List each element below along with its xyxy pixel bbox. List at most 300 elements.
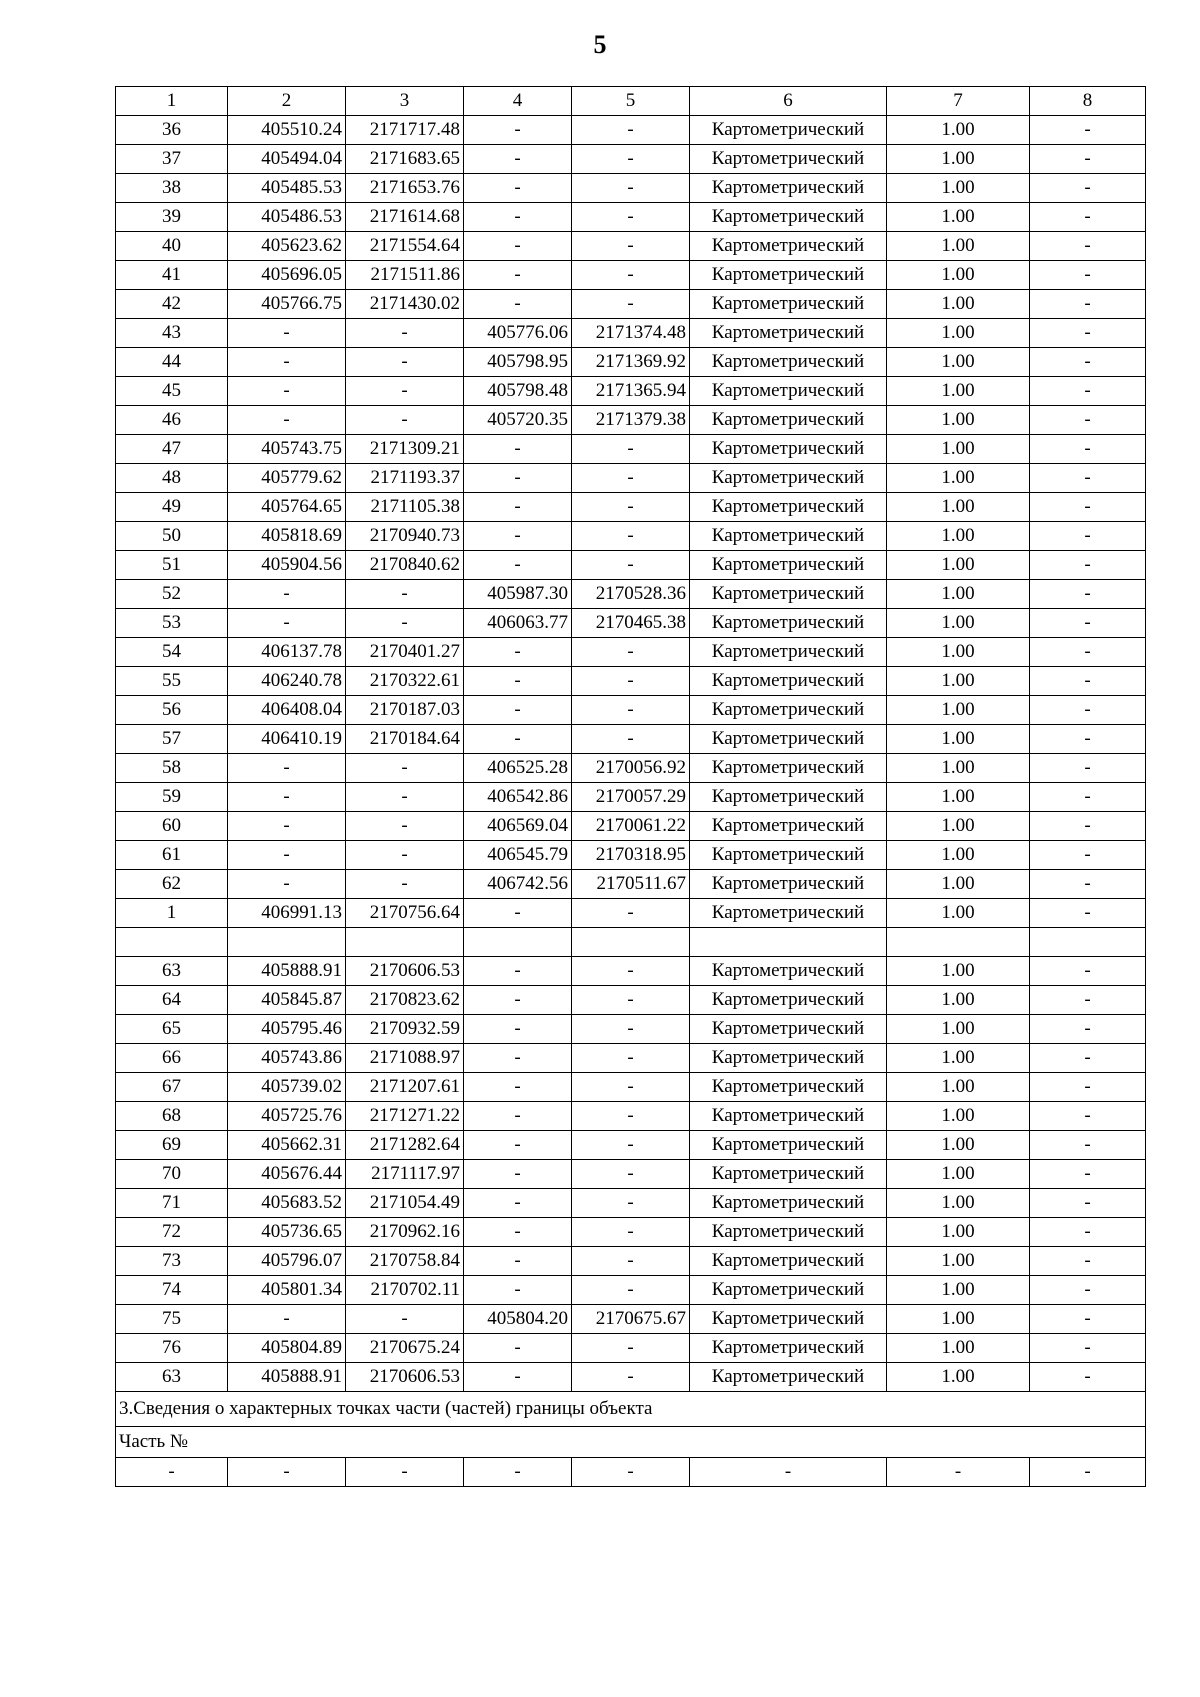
table-cell: 2170675.67 [572, 1305, 690, 1334]
table-cell: Картометрический [690, 464, 887, 493]
table-cell: 1.00 [887, 783, 1030, 812]
column-header: 4 [464, 87, 572, 116]
table-cell: 57 [116, 725, 228, 754]
table-row [116, 1131, 1146, 1160]
table-cell: 406569.04 [464, 812, 572, 841]
table-cell: 405798.48 [464, 377, 572, 406]
table-row [116, 812, 1146, 841]
table-cell: - [572, 638, 690, 667]
table-cell: - [1030, 725, 1146, 754]
table-cell: - [572, 1131, 690, 1160]
table-cell: - [346, 348, 464, 377]
table-cell: Картометрический [690, 725, 887, 754]
table-cell: 1.00 [887, 1015, 1030, 1044]
table-cell: 405801.34 [228, 1276, 346, 1305]
table-cell: 1.00 [887, 493, 1030, 522]
table-cell: - [464, 725, 572, 754]
table-row [116, 841, 1146, 870]
table-cell: Картометрический [690, 1015, 887, 1044]
table-cell: 1.00 [887, 696, 1030, 725]
table-cell: 405739.02 [228, 1073, 346, 1102]
table-cell [887, 928, 1030, 957]
table-cell: - [572, 261, 690, 290]
table-cell: 73 [116, 1247, 228, 1276]
column-header: 3 [346, 87, 464, 116]
table-row [116, 580, 1146, 609]
table-cell: - [1030, 406, 1146, 435]
table-cell: - [464, 899, 572, 928]
table-cell: Картометрический [690, 290, 887, 319]
table-cell: - [1030, 174, 1146, 203]
table-cell: - [572, 1334, 690, 1363]
table-cell: - [346, 1458, 464, 1487]
table-cell: - [464, 435, 572, 464]
table-cell: - [1030, 609, 1146, 638]
table-cell: - [346, 812, 464, 841]
table-row [116, 667, 1146, 696]
table-cell: 1.00 [887, 667, 1030, 696]
table-cell: 1.00 [887, 261, 1030, 290]
table-cell: 406137.78 [228, 638, 346, 667]
table-cell: - [1030, 116, 1146, 145]
table-cell: 1.00 [887, 145, 1030, 174]
table-cell: - [346, 783, 464, 812]
table-cell: - [464, 1458, 572, 1487]
table-cell: - [1030, 870, 1146, 899]
table-cell: - [1030, 232, 1146, 261]
table-cell: 1.00 [887, 377, 1030, 406]
table-cell: 2171614.68 [346, 203, 464, 232]
table-cell: - [464, 1189, 572, 1218]
table-cell: - [464, 1044, 572, 1073]
table-cell: 2171088.97 [346, 1044, 464, 1073]
table-cell: 2170702.11 [346, 1276, 464, 1305]
table-cell: 406408.04 [228, 696, 346, 725]
table-cell: 2171369.92 [572, 348, 690, 377]
column-header: 2 [228, 87, 346, 116]
table-row [116, 1073, 1146, 1102]
table-row [116, 174, 1146, 203]
table-cell: - [228, 348, 346, 377]
table-cell: 36 [116, 116, 228, 145]
table-cell: - [1030, 493, 1146, 522]
section-title: 3.Сведения о характерных точках части (частей) границы объекта [116, 1392, 1146, 1427]
table-cell: 46 [116, 406, 228, 435]
table-cell: Картометрический [690, 493, 887, 522]
table-cell: Картометрический [690, 812, 887, 841]
table-cell: 2171282.64 [346, 1131, 464, 1160]
table-cell: - [1030, 435, 1146, 464]
table-cell: Картометрический [690, 870, 887, 899]
table-cell: 405796.07 [228, 1247, 346, 1276]
table-cell: - [572, 899, 690, 928]
table-cell: 2170318.95 [572, 841, 690, 870]
table-cell: 405779.62 [228, 464, 346, 493]
table-cell: - [464, 174, 572, 203]
table-cell: 2170823.62 [346, 986, 464, 1015]
table-cell: 2171683.65 [346, 145, 464, 174]
table-cell: - [572, 1458, 690, 1487]
table-cell: 47 [116, 435, 228, 464]
table-cell: 405764.65 [228, 493, 346, 522]
table-cell: 2171430.02 [346, 290, 464, 319]
table-cell: 1.00 [887, 1334, 1030, 1363]
table-cell: - [1030, 638, 1146, 667]
table-cell: - [1030, 1218, 1146, 1247]
table-row [116, 928, 1146, 957]
table-cell: Картометрический [690, 1305, 887, 1334]
table-cell: Картометрический [690, 232, 887, 261]
table-cell: 66 [116, 1044, 228, 1073]
table-cell: - [1030, 1363, 1146, 1392]
table-row [116, 290, 1146, 319]
table-cell: 1.00 [887, 203, 1030, 232]
table-row [116, 319, 1146, 348]
table-cell: 2171554.64 [346, 232, 464, 261]
table-cell: - [464, 1334, 572, 1363]
table-cell: - [228, 812, 346, 841]
table-cell: Картометрический [690, 145, 887, 174]
table-cell: - [1030, 464, 1146, 493]
table-cell: - [464, 1073, 572, 1102]
table-cell: 2171365.94 [572, 377, 690, 406]
column-header: 7 [887, 87, 1030, 116]
table-row [116, 377, 1146, 406]
table-cell: - [464, 522, 572, 551]
table-row [116, 464, 1146, 493]
table-cell: 405662.31 [228, 1131, 346, 1160]
table-cell: Картометрический [690, 1102, 887, 1131]
table-cell: - [572, 435, 690, 464]
table-cell: 405743.86 [228, 1044, 346, 1073]
table-cell: 49 [116, 493, 228, 522]
table-cell [116, 928, 228, 957]
table-cell: - [464, 1160, 572, 1189]
table-cell: Картометрический [690, 435, 887, 464]
table-cell: 405766.75 [228, 290, 346, 319]
table-row [116, 870, 1146, 899]
table-cell: 70 [116, 1160, 228, 1189]
table-cell: 1 [116, 899, 228, 928]
table-cell: - [572, 1044, 690, 1073]
table-cell: - [346, 870, 464, 899]
table-cell: 406542.86 [464, 783, 572, 812]
table-cell: 405486.53 [228, 203, 346, 232]
table-cell: 2171374.48 [572, 319, 690, 348]
table-row [116, 783, 1146, 812]
table-row [116, 116, 1146, 145]
table-row [116, 1189, 1146, 1218]
table-cell: 69 [116, 1131, 228, 1160]
table-cell: - [1030, 957, 1146, 986]
table-cell: - [1030, 319, 1146, 348]
table-cell: - [464, 261, 572, 290]
table-cell: - [228, 1458, 346, 1487]
table-cell: 1.00 [887, 1189, 1030, 1218]
table-cell: 405494.04 [228, 145, 346, 174]
table-cell: 48 [116, 464, 228, 493]
table-cell: 71 [116, 1189, 228, 1218]
table-cell: 2170187.03 [346, 696, 464, 725]
table-cell: - [1030, 522, 1146, 551]
table-cell: 406410.19 [228, 725, 346, 754]
table-cell: 1.00 [887, 609, 1030, 638]
table-cell: 43 [116, 319, 228, 348]
table-cell: 1.00 [887, 319, 1030, 348]
table-cell: - [346, 1305, 464, 1334]
table-cell: - [228, 870, 346, 899]
page-number: 5 [593, 30, 607, 59]
table-cell: 405904.56 [228, 551, 346, 580]
table-row [116, 1044, 1146, 1073]
table-cell: - [1030, 754, 1146, 783]
table-cell: - [346, 754, 464, 783]
table-cell: - [464, 551, 572, 580]
table-cell: - [1030, 1247, 1146, 1276]
table-cell: 37 [116, 145, 228, 174]
table-row [116, 1015, 1146, 1044]
table-cell: 2170057.29 [572, 783, 690, 812]
table-cell: - [464, 957, 572, 986]
table-cell: 50 [116, 522, 228, 551]
table-cell: - [887, 1458, 1030, 1487]
table-cell: - [464, 493, 572, 522]
table-cell: 76 [116, 1334, 228, 1363]
table-cell: - [464, 638, 572, 667]
table-cell: - [1030, 203, 1146, 232]
part-label-row [116, 1427, 1146, 1458]
table-cell: 2170528.36 [572, 580, 690, 609]
table-cell: 2170940.73 [346, 522, 464, 551]
table-cell: 2171054.49 [346, 1189, 464, 1218]
table-cell: Картометрический [690, 841, 887, 870]
table-cell: 63 [116, 957, 228, 986]
table-cell: 72 [116, 1218, 228, 1247]
table-cell: 63 [116, 1363, 228, 1392]
table-cell: Картометрический [690, 377, 887, 406]
table-cell: - [228, 783, 346, 812]
table-row [116, 261, 1146, 290]
table-cell: Картометрический [690, 783, 887, 812]
table-cell: - [1030, 580, 1146, 609]
table-cell: - [1030, 1189, 1146, 1218]
table-cell: 2171379.38 [572, 406, 690, 435]
table-cell: 1.00 [887, 580, 1030, 609]
table-cell: 405804.89 [228, 1334, 346, 1363]
table-row [116, 406, 1146, 435]
table-cell [1030, 928, 1146, 957]
table-cell: - [464, 232, 572, 261]
table-cell: - [464, 1131, 572, 1160]
table-row [116, 754, 1146, 783]
table-cell: - [464, 290, 572, 319]
table-cell: 1.00 [887, 841, 1030, 870]
table-row [116, 725, 1146, 754]
table-cell: - [1030, 1102, 1146, 1131]
table-cell: Картометрический [690, 957, 887, 986]
table-cell: 405888.91 [228, 957, 346, 986]
table-cell [346, 928, 464, 957]
table-cell: - [572, 1276, 690, 1305]
table-row [116, 899, 1146, 928]
table-cell: 1.00 [887, 406, 1030, 435]
table-cell: - [1030, 1015, 1146, 1044]
section-row [116, 1392, 1146, 1427]
table-cell: 39 [116, 203, 228, 232]
table-row [116, 1102, 1146, 1131]
table-cell: - [572, 725, 690, 754]
table-cell: 1.00 [887, 812, 1030, 841]
table-cell: 75 [116, 1305, 228, 1334]
table-cell: 1.00 [887, 1044, 1030, 1073]
table-cell: Картометрический [690, 696, 887, 725]
table-cell: - [1030, 1131, 1146, 1160]
table-cell: Картометрический [690, 1189, 887, 1218]
table-cell: - [464, 116, 572, 145]
table-cell: 2171193.37 [346, 464, 464, 493]
table-cell: Картометрический [690, 1073, 887, 1102]
table-cell [572, 928, 690, 957]
table-cell: - [572, 493, 690, 522]
table-cell: 2170675.24 [346, 1334, 464, 1363]
table-cell: - [1030, 667, 1146, 696]
table-row [116, 1305, 1146, 1334]
table-cell: - [1030, 145, 1146, 174]
table-row [116, 232, 1146, 261]
table-cell: 59 [116, 783, 228, 812]
table-cell: 64 [116, 986, 228, 1015]
table-cell: 2170401.27 [346, 638, 464, 667]
table-row [116, 1276, 1146, 1305]
table-cell: - [464, 464, 572, 493]
table-cell: 406240.78 [228, 667, 346, 696]
table-cell: - [1030, 1334, 1146, 1363]
table-row [116, 1363, 1146, 1392]
table-cell: - [690, 1458, 887, 1487]
table-cell: 2170756.64 [346, 899, 464, 928]
table-cell: - [464, 145, 572, 174]
table-cell: - [572, 551, 690, 580]
table-row [116, 522, 1146, 551]
table-cell: - [1030, 696, 1146, 725]
table-cell: - [346, 609, 464, 638]
table-cell: - [572, 1189, 690, 1218]
table-cell: Картометрический [690, 551, 887, 580]
table-cell: 2171511.86 [346, 261, 464, 290]
table-cell: Картометрический [690, 174, 887, 203]
table-cell: 1.00 [887, 174, 1030, 203]
table-cell: 406525.28 [464, 754, 572, 783]
table-cell: 65 [116, 1015, 228, 1044]
table-cell: - [1030, 1276, 1146, 1305]
table-cell: - [1030, 551, 1146, 580]
table-cell: Картометрический [690, 1247, 887, 1276]
table-cell: 405987.30 [464, 580, 572, 609]
coordinates-table [115, 86, 1146, 1487]
table-cell: - [572, 464, 690, 493]
table-cell: 2171309.21 [346, 435, 464, 464]
table-cell: - [572, 1102, 690, 1131]
table-cell: 1.00 [887, 348, 1030, 377]
table-header-row [116, 87, 1146, 116]
table-cell: - [228, 841, 346, 870]
table-cell: 52 [116, 580, 228, 609]
table-cell: Картометрический [690, 116, 887, 145]
table-cell: - [572, 1073, 690, 1102]
table-cell: 55 [116, 667, 228, 696]
table-cell: 1.00 [887, 1305, 1030, 1334]
table-cell: 1.00 [887, 522, 1030, 551]
table-cell: 1.00 [887, 725, 1030, 754]
table-cell: 74 [116, 1276, 228, 1305]
table-cell: Картометрический [690, 609, 887, 638]
table-cell: - [1030, 348, 1146, 377]
table-cell: - [464, 1015, 572, 1044]
table-cell: Картометрический [690, 638, 887, 667]
table-row [116, 348, 1146, 377]
table-cell: - [228, 406, 346, 435]
table-cell: 405725.76 [228, 1102, 346, 1131]
table-cell: 1.00 [887, 870, 1030, 899]
table-cell: 53 [116, 609, 228, 638]
table-cell [464, 928, 572, 957]
table-cell: - [1030, 377, 1146, 406]
table-cell [690, 928, 887, 957]
table-row [116, 638, 1146, 667]
table-cell: Картометрический [690, 319, 887, 348]
table-cell: - [346, 377, 464, 406]
table-cell: - [1030, 783, 1146, 812]
table-cell: - [572, 1160, 690, 1189]
table-cell: 42 [116, 290, 228, 319]
table-cell: 1.00 [887, 464, 1030, 493]
table-cell: 54 [116, 638, 228, 667]
table-cell: - [464, 1276, 572, 1305]
table-row [116, 145, 1146, 174]
table-cell: - [1030, 261, 1146, 290]
table-cell: - [464, 986, 572, 1015]
table-row [116, 1334, 1146, 1363]
table-cell: Картометрический [690, 1276, 887, 1305]
table-row [116, 435, 1146, 464]
table-cell: - [1030, 1160, 1146, 1189]
table-cell: 58 [116, 754, 228, 783]
table-row [116, 609, 1146, 638]
table-cell: 68 [116, 1102, 228, 1131]
table-cell: 1.00 [887, 1160, 1030, 1189]
table-cell: 405720.35 [464, 406, 572, 435]
part-label: Часть № [116, 1427, 1146, 1458]
table-cell: 405818.69 [228, 522, 346, 551]
table-cell: 405485.53 [228, 174, 346, 203]
table-cell: Картометрический [690, 899, 887, 928]
table-cell: 1.00 [887, 232, 1030, 261]
column-header: 6 [690, 87, 887, 116]
table-cell: 1.00 [887, 116, 1030, 145]
table-cell: - [464, 1247, 572, 1276]
table-cell: - [464, 1363, 572, 1392]
table-cell: 45 [116, 377, 228, 406]
table-cell: 1.00 [887, 986, 1030, 1015]
table-cell: - [1030, 841, 1146, 870]
table-cell: 406063.77 [464, 609, 572, 638]
table-cell: 1.00 [887, 1276, 1030, 1305]
table-cell: 405804.20 [464, 1305, 572, 1334]
table-cell: 405676.44 [228, 1160, 346, 1189]
table-cell: Картометрический [690, 1218, 887, 1247]
table-cell: 405795.46 [228, 1015, 346, 1044]
table-cell: - [228, 580, 346, 609]
